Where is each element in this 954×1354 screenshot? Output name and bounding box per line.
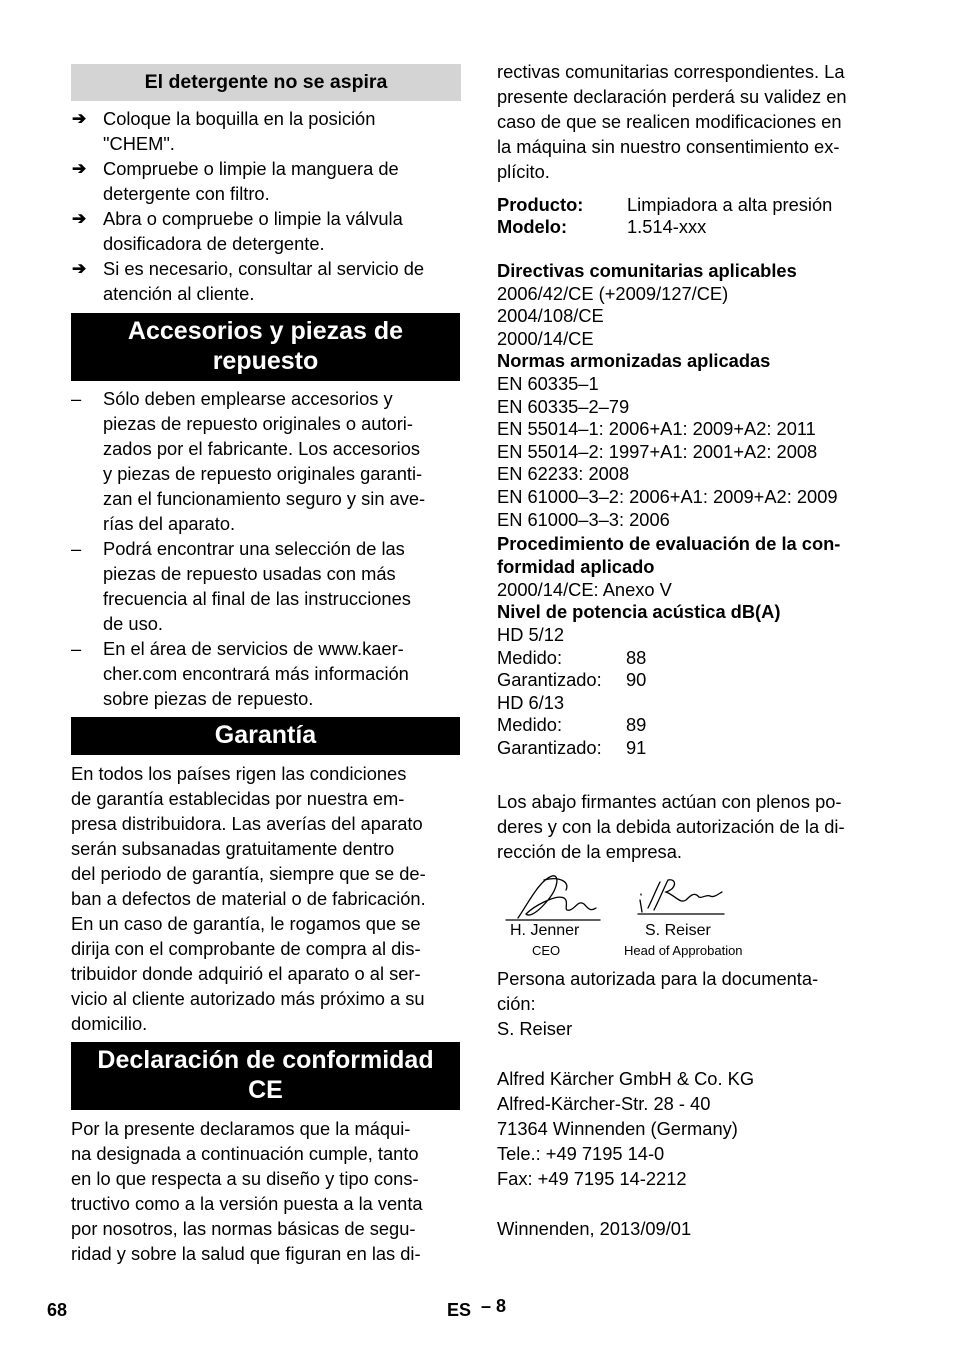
list-item [71,256,466,306]
list-item-line: detergente con filtro. [103,183,270,204]
paragraph-line: por nosotros, las normas básicas de segu- [71,1218,416,1239]
noise-row [497,669,897,692]
noise-row [497,647,897,670]
paragraph-line: Los abajo firmantes actúan con plenos po- [497,791,842,812]
list-item [71,106,466,156]
section-heading-accessories [71,313,460,381]
procedure-value: 2000/14/CE: Anexo V [497,578,672,600]
norm-item: EN 61000–3–3: 2006 [497,508,670,530]
norm-item: EN 55014–2: 1997+A1: 2001+A2: 2008 [497,440,818,462]
paragraph-line: ción: [497,993,536,1014]
list-item-line: zados por el fabricante. Los accesorios [103,438,421,459]
list-item-line: rías del aparato. [103,513,236,534]
list-item-line: sobre piezas de repuesto. [103,688,314,709]
directives-title: Directivas comunitarias aplicables [497,260,797,281]
section-heading-warranty: Garantía [71,717,460,755]
signer-name: H. Jenner [510,922,580,939]
paragraph-line: presa distribuidora. Las averías del aparato [71,813,423,834]
noise-row [497,714,897,737]
paragraph-line: plícito. [497,161,550,182]
paragraph-line: caso de que se realicen modificaciones en [497,111,842,132]
dash-bullet: – [71,638,82,659]
measured-value: 88 [626,646,647,668]
noise-model: HD 6/13 [497,691,565,713]
signer-role: Head of Approbation [624,943,743,958]
model-row [497,214,706,239]
list-item-line: Podrá encontrar una selección de las [103,538,405,559]
address-line: Alfred Kärcher GmbH & Co. KG [497,1068,755,1089]
list-item-line: y piezas de repuesto originales garanti- [103,463,423,484]
directive-item: 2000/14/CE [497,327,594,349]
address-line: 71364 Winnenden (Germany) [497,1118,738,1139]
measured-value: 89 [626,714,647,736]
signature-image [500,870,740,926]
section-heading-detergent: El detergente no se aspira [71,64,461,101]
list-item-line: "CHEM". [103,133,175,154]
list-item-line: Abra o compruebe o limpie la válvula [103,208,403,229]
paragraph-line: deres y con la debida autorización de la di- [497,816,845,837]
procedure-title: formidad aplicado [497,556,655,578]
heading-line: CE [248,1076,283,1104]
dash-bullet: – [71,538,82,559]
paragraph-line: tribuidor donde adquirió el aparato o al ser- [71,963,421,984]
list-item-line: dosificadora de detergente. [103,233,325,254]
conformity-paragraph [71,1116,466,1266]
list-item [71,536,466,636]
address-line: Tele.: +49 7195 14-0 [497,1143,665,1164]
heading-line: Accesorios y piezas de [127,317,404,345]
norm-item: EN 60335–1 [497,372,599,394]
arrow-right-icon: ➔ [72,209,87,228]
product-label: Producto: [497,194,584,215]
paragraph-line: la máquina sin nuestro consentimiento ex- [497,136,840,157]
paragraph-line: tructivo como a la versión puesta a la venta [71,1193,423,1214]
directives-block [497,260,897,759]
list-item-line: de uso. [103,613,163,634]
norm-item: EN 60335–2–79 [497,395,630,417]
procedure-title: Procedimiento de evaluación de la con- [497,533,841,555]
paragraph-line: Por la presente declaramos que la máqui- [71,1118,411,1139]
noise-model: HD 5/12 [497,623,565,645]
measured-label: Medido: [497,646,563,668]
address-line: Fax: +49 7195 14-2212 [497,1168,687,1189]
model-label: Modelo: [497,216,568,237]
list-item-line: Coloque la boquilla en la posición [103,108,376,129]
section-page-number: – 8 [481,1296,507,1316]
guaranteed-label: Garantizado: [497,669,602,691]
section-heading-conformity [71,1042,460,1110]
noise-level-title: Nivel de potencia acústica dB(A) [497,601,781,623]
paragraph-line: vicio al cliente autorizado más próximo a su [71,988,425,1009]
paragraph-line: Persona autorizada para la documenta- [497,968,819,989]
place-date: Winnenden, 2013/09/01 [497,1218,692,1239]
signer-name: S. Reiser [645,922,711,939]
paragraph-line: En todos los países rigen las condiciones [71,763,407,784]
paragraph-line: domicilio. [71,1013,148,1034]
list-item-line: frecuencia al final de las instrucciones [103,588,411,609]
list-item [71,386,466,536]
heading-line: Declaración de conformidad [97,1046,434,1074]
guaranteed-value: 90 [626,669,647,691]
list-item-line: Sólo deben emplearse accesorios y [103,388,393,409]
paragraph-line: rección de la empresa. [497,841,682,862]
arrow-right-icon: ➔ [72,109,87,128]
norms-title: Normas armonizadas aplicadas [497,350,771,372]
conformity-continuation [497,59,897,184]
paragraph-line: rectivas comunitarias correspondientes. La [497,61,845,82]
paragraph-line: ridad y sobre la salud que figuran en las di- [71,1243,421,1264]
list-item [71,636,466,711]
language-code: ES [447,1300,472,1320]
norm-item: EN 61000–3–2: 2006+A1: 2009+A2: 2009 [497,485,838,507]
paragraph-line: serán subsanadas gratuitamente dentro [71,838,395,859]
list-item-line: zan el funcionamiento seguro y sin ave- [103,488,426,509]
paragraph-line: presente declaración perderá su validez en [497,86,847,107]
list-item [71,206,466,256]
directive-item: 2006/42/CE (+2009/127/CE) [497,282,729,304]
accessories-list [71,386,466,711]
paragraph-line: S. Reiser [497,1018,573,1039]
heading-line: repuesto [212,347,319,375]
page-number: 68 [47,1300,68,1320]
address-line: Alfred-Kärcher-Str. 28 - 40 [497,1093,711,1114]
norm-item: EN 55014–1: 2006+A1: 2009+A2: 2011 [497,418,816,440]
list-item [71,156,466,206]
paragraph-line: en lo que respecta a su diseño y tipo cons- [71,1168,419,1189]
paragraph-line: En un caso de garantía, le rogamos que se [71,913,421,934]
guaranteed-label: Garantizado: [497,736,602,758]
authorized-person [497,966,897,1041]
list-item-line: cher.com encontrará más información [103,663,409,684]
model-value: 1.514-xxx [627,216,707,237]
list-item-line: Si es necesario, consultar al servicio de [103,258,425,279]
product-value: Limpiadora a alta presión [627,194,833,215]
list-item-line: En el área de servicios de www.kaer- [103,638,404,659]
company-address [497,1066,897,1191]
paragraph-line: dirija con el comprobante de compra al dis- [71,938,421,959]
troubleshooting-list [71,106,466,306]
signers-paragraph [497,789,897,864]
list-item-line: piezas de repuesto usadas con más [103,563,396,584]
list-item-line: atención al cliente. [103,283,255,304]
list-item-line: piezas de repuesto originales o autori- [103,413,413,434]
dash-bullet: – [71,388,82,409]
guaranteed-value: 91 [626,736,647,758]
arrow-right-icon: ➔ [72,159,87,178]
arrow-right-icon: ➔ [72,259,87,278]
list-item-line: Compruebe o limpie la manguera de [103,158,399,179]
warranty-paragraph [71,761,466,1036]
paragraph-line: de garantía establecidas por nuestra em- [71,788,405,809]
signer-role: CEO [532,943,561,958]
norm-item: EN 62233: 2008 [497,463,630,485]
paragraph-line: ban a defectos de material o de fabricación. [71,888,426,909]
paragraph-line: na designada a continuación cumple, tanto [71,1143,419,1164]
noise-row [497,737,897,760]
directive-item: 2004/108/CE [497,305,604,327]
measured-label: Medido: [497,714,563,736]
paragraph-line: del periodo de garantía, siempre que se de- [71,863,426,884]
